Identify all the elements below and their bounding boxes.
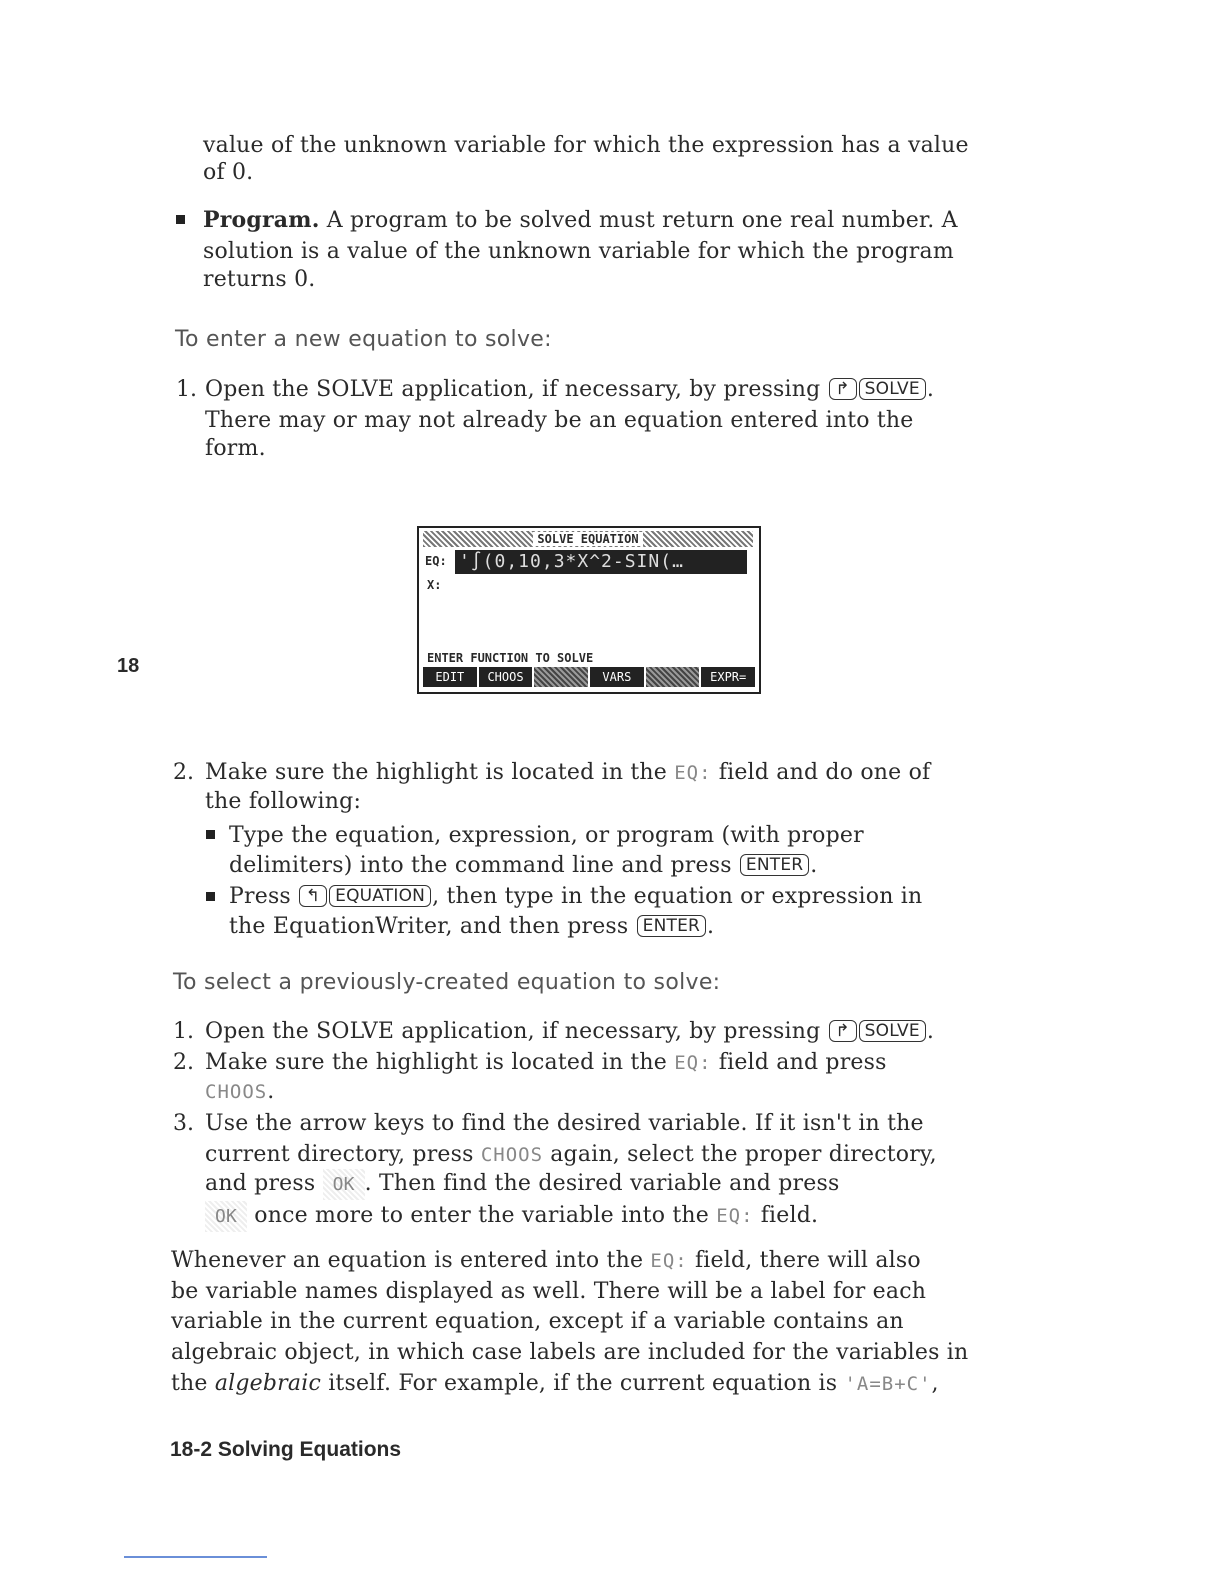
step-line: Make sure the highlight is located in the EQ: field and press [205, 1050, 887, 1075]
step-number: 2. [173, 760, 194, 785]
right-shift-key[interactable]: ↱ [829, 378, 857, 400]
intro-line: of 0. [203, 160, 254, 185]
step-line: the following: [205, 789, 362, 814]
menu-edit[interactable]: EDIT [423, 667, 477, 687]
closing-line: variable in the current equation, except if a variable contains an [171, 1309, 904, 1334]
closing-line: the algebraic itself. For example, if the current equation is 'A=B+C', [171, 1371, 939, 1396]
eq-field-ref: EQ: [650, 1250, 688, 1272]
step-line: There may or may not already be an equation entered into the [205, 408, 914, 433]
step-number: 1. [176, 377, 197, 402]
eq-field-ref: EQ: [674, 762, 712, 784]
closing-line: Whenever an equation is entered into the EQ: field, there will also [171, 1248, 921, 1273]
step-line: and press OK . Then find the desired variable and press [205, 1168, 839, 1200]
section-heading: To enter a new equation to solve: [175, 327, 552, 352]
step-line: current directory, press CHOOS again, select the proper directory, [205, 1142, 937, 1167]
step-1-line [205, 374, 934, 405]
enter-key[interactable]: ENTER [740, 854, 809, 876]
eq-field-ref: EQ: [716, 1205, 754, 1227]
closing-line: be variable names displayed as well. There will be a label for each [171, 1279, 927, 1304]
bullet-line: delimiters) into the command line and press ENTER . [229, 853, 818, 878]
menu-empty [646, 667, 700, 687]
step-line: CHOOS. [205, 1079, 275, 1104]
enter-key[interactable]: ENTER [637, 915, 706, 937]
program-paragraph [203, 205, 958, 236]
step-number: 1. [173, 1019, 194, 1044]
choos-softkey[interactable]: CHOOS [205, 1081, 268, 1103]
bullet-icon [206, 892, 215, 901]
screen-prompt: ENTER FUNCTION TO SOLVE [427, 651, 594, 665]
menu-empty [534, 667, 588, 687]
screen-x-label: X: [427, 578, 442, 592]
calculator-screen [417, 526, 761, 694]
right-shift-key[interactable]: ↱ [829, 1020, 857, 1042]
program-text: A program to be solved must return one real number. A [319, 208, 958, 233]
solve-key[interactable]: SOLVE [859, 378, 926, 400]
italic-term: algebraic [214, 1371, 321, 1396]
period: . [926, 377, 935, 402]
equation-key[interactable]: EQUATION [329, 885, 431, 907]
eq-field-ref: EQ: [674, 1052, 712, 1074]
menu-choos[interactable]: CHOOS [479, 667, 533, 687]
step-line: Use the arrow keys to find the desired variable. If it isn't in the [205, 1111, 924, 1136]
solve-key[interactable]: SOLVE [859, 1020, 926, 1042]
program-line: returns 0. [203, 267, 316, 292]
code-example: 'A=B+C' [844, 1373, 932, 1395]
menu-expr[interactable]: EXPR= [701, 667, 755, 687]
step-2-line: Make sure the highlight is located in the EQ: field and do one of [205, 760, 931, 785]
closing-line: algebraic object, in which case labels are included for the variables in [171, 1340, 969, 1365]
section-heading: To select a previously-created equation to solve: [173, 970, 721, 995]
menu-vars[interactable]: VARS [590, 667, 644, 687]
bullet-line: the EquationWriter, and then press ENTER . [229, 914, 715, 939]
ok-softkey[interactable]: OK [205, 1201, 247, 1232]
bullet-line: Press ↰ EQUATION , then type in the equation or expression in [229, 884, 923, 909]
screen-eq-label: EQ: [425, 554, 447, 568]
step-number: 3. [173, 1111, 194, 1136]
bullet-icon [176, 215, 185, 224]
page-footer: 18-2 Solving Equations [170, 1438, 402, 1461]
screen-menu [423, 667, 755, 687]
program-label: Program. [203, 207, 320, 233]
bottom-rule [124, 1556, 267, 1558]
step-text: Open the SOLVE application, if necessary, by pressing [205, 377, 821, 402]
screen-eq-field[interactable]: '∫(0,10,3*X^2-SIN(… [455, 550, 747, 574]
bullet-icon [206, 830, 215, 839]
step-line: Open the SOLVE application, if necessary, by pressing ↱ SOLVE . [205, 1019, 935, 1044]
choos-softkey[interactable]: CHOOS [480, 1144, 544, 1166]
ok-softkey[interactable]: OK [323, 1169, 365, 1200]
step-number: 2. [173, 1050, 194, 1075]
bullet-line: Type the equation, expression, or program (with proper [229, 823, 864, 848]
chapter-tab: 18 [117, 655, 140, 677]
screen-title: SOLVE EQUATION [423, 531, 753, 547]
program-line: solution is a value of the unknown variable for which the program [203, 239, 954, 264]
intro-line: value of the unknown variable for which the expression has a value [203, 133, 969, 158]
step-line: form. [205, 436, 266, 461]
left-shift-key[interactable]: ↰ [299, 885, 327, 907]
step-line: OK once more to enter the variable into the EQ: field. [205, 1200, 818, 1232]
